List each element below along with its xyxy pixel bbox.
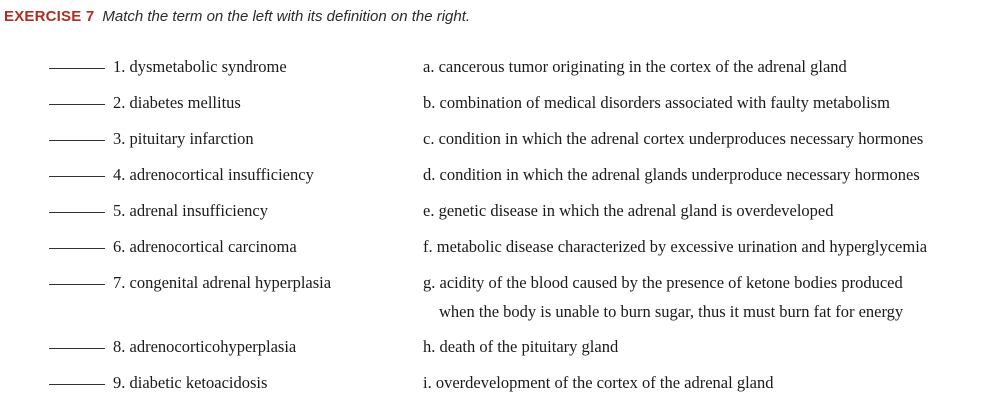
term-text: 3. pituitary infarction xyxy=(113,129,254,148)
answer-blank[interactable] xyxy=(49,176,105,177)
definition-line: g. acidity of the blood caused by the presence of ketone bodies produced xyxy=(423,273,903,292)
exercise-header xyxy=(4,6,470,28)
term-text: 4. adrenocortical insufficiency xyxy=(113,165,314,184)
answer-blank[interactable] xyxy=(49,248,105,249)
term-text: 6. adrenocortical carcinoma xyxy=(113,237,297,256)
definition-text xyxy=(423,336,998,358)
definition-text xyxy=(423,236,998,258)
definition-text xyxy=(423,128,998,150)
answer-blank[interactable] xyxy=(49,284,105,285)
definition-line: b. combination of medical disorders associated with faulty metabolism xyxy=(423,93,890,112)
term-text: 2. diabetes mellitus xyxy=(113,93,241,112)
term-text: 7. congenital adrenal hyperplasia xyxy=(113,273,332,292)
definition-line: i. overdevelopment of the cortex of the adrenal gland xyxy=(423,373,774,392)
definition-line: c. condition in which the adrenal cortex underproduces necessary hormones xyxy=(423,129,924,148)
term-text: 8. adrenocorticohyperplasia xyxy=(113,337,297,356)
answer-blank[interactable] xyxy=(49,68,105,69)
definition-text xyxy=(423,272,998,323)
definition-text xyxy=(423,164,998,186)
definition-line: h. death of the pituitary gland xyxy=(423,337,619,356)
answer-blank[interactable] xyxy=(49,384,105,385)
definition-text xyxy=(423,56,998,78)
definition-text xyxy=(423,200,998,222)
exercise-instruction: Match the term on the left with its definition on the right. xyxy=(102,8,471,25)
term-text: 9. diabetic ketoacidosis xyxy=(113,373,268,392)
definition-text xyxy=(423,92,998,114)
definition-line: a. cancerous tumor originating in the cortex of the adrenal gland xyxy=(423,57,847,76)
definition-line: e. genetic disease in which the adrenal gland is overdeveloped xyxy=(423,201,834,220)
answer-blank[interactable] xyxy=(49,348,105,349)
term-text: 1. dysmetabolic syndrome xyxy=(113,57,287,76)
term-text: 5. adrenal insufficiency xyxy=(113,201,269,220)
answer-blank[interactable] xyxy=(49,140,105,141)
answer-blank[interactable] xyxy=(49,212,105,213)
exercise-label: EXERCISE 7 xyxy=(4,8,95,25)
answer-blank[interactable] xyxy=(49,104,105,105)
definition-line: when the body is unable to burn sugar, thus it must burn fat for energy xyxy=(439,302,904,321)
definition-line: f. metabolic disease characterized by excessive urination and hyperglycemia xyxy=(423,237,928,256)
definition-text xyxy=(423,372,998,394)
definition-line: d. condition in which the adrenal glands underproduce necessary hormones xyxy=(423,165,920,184)
